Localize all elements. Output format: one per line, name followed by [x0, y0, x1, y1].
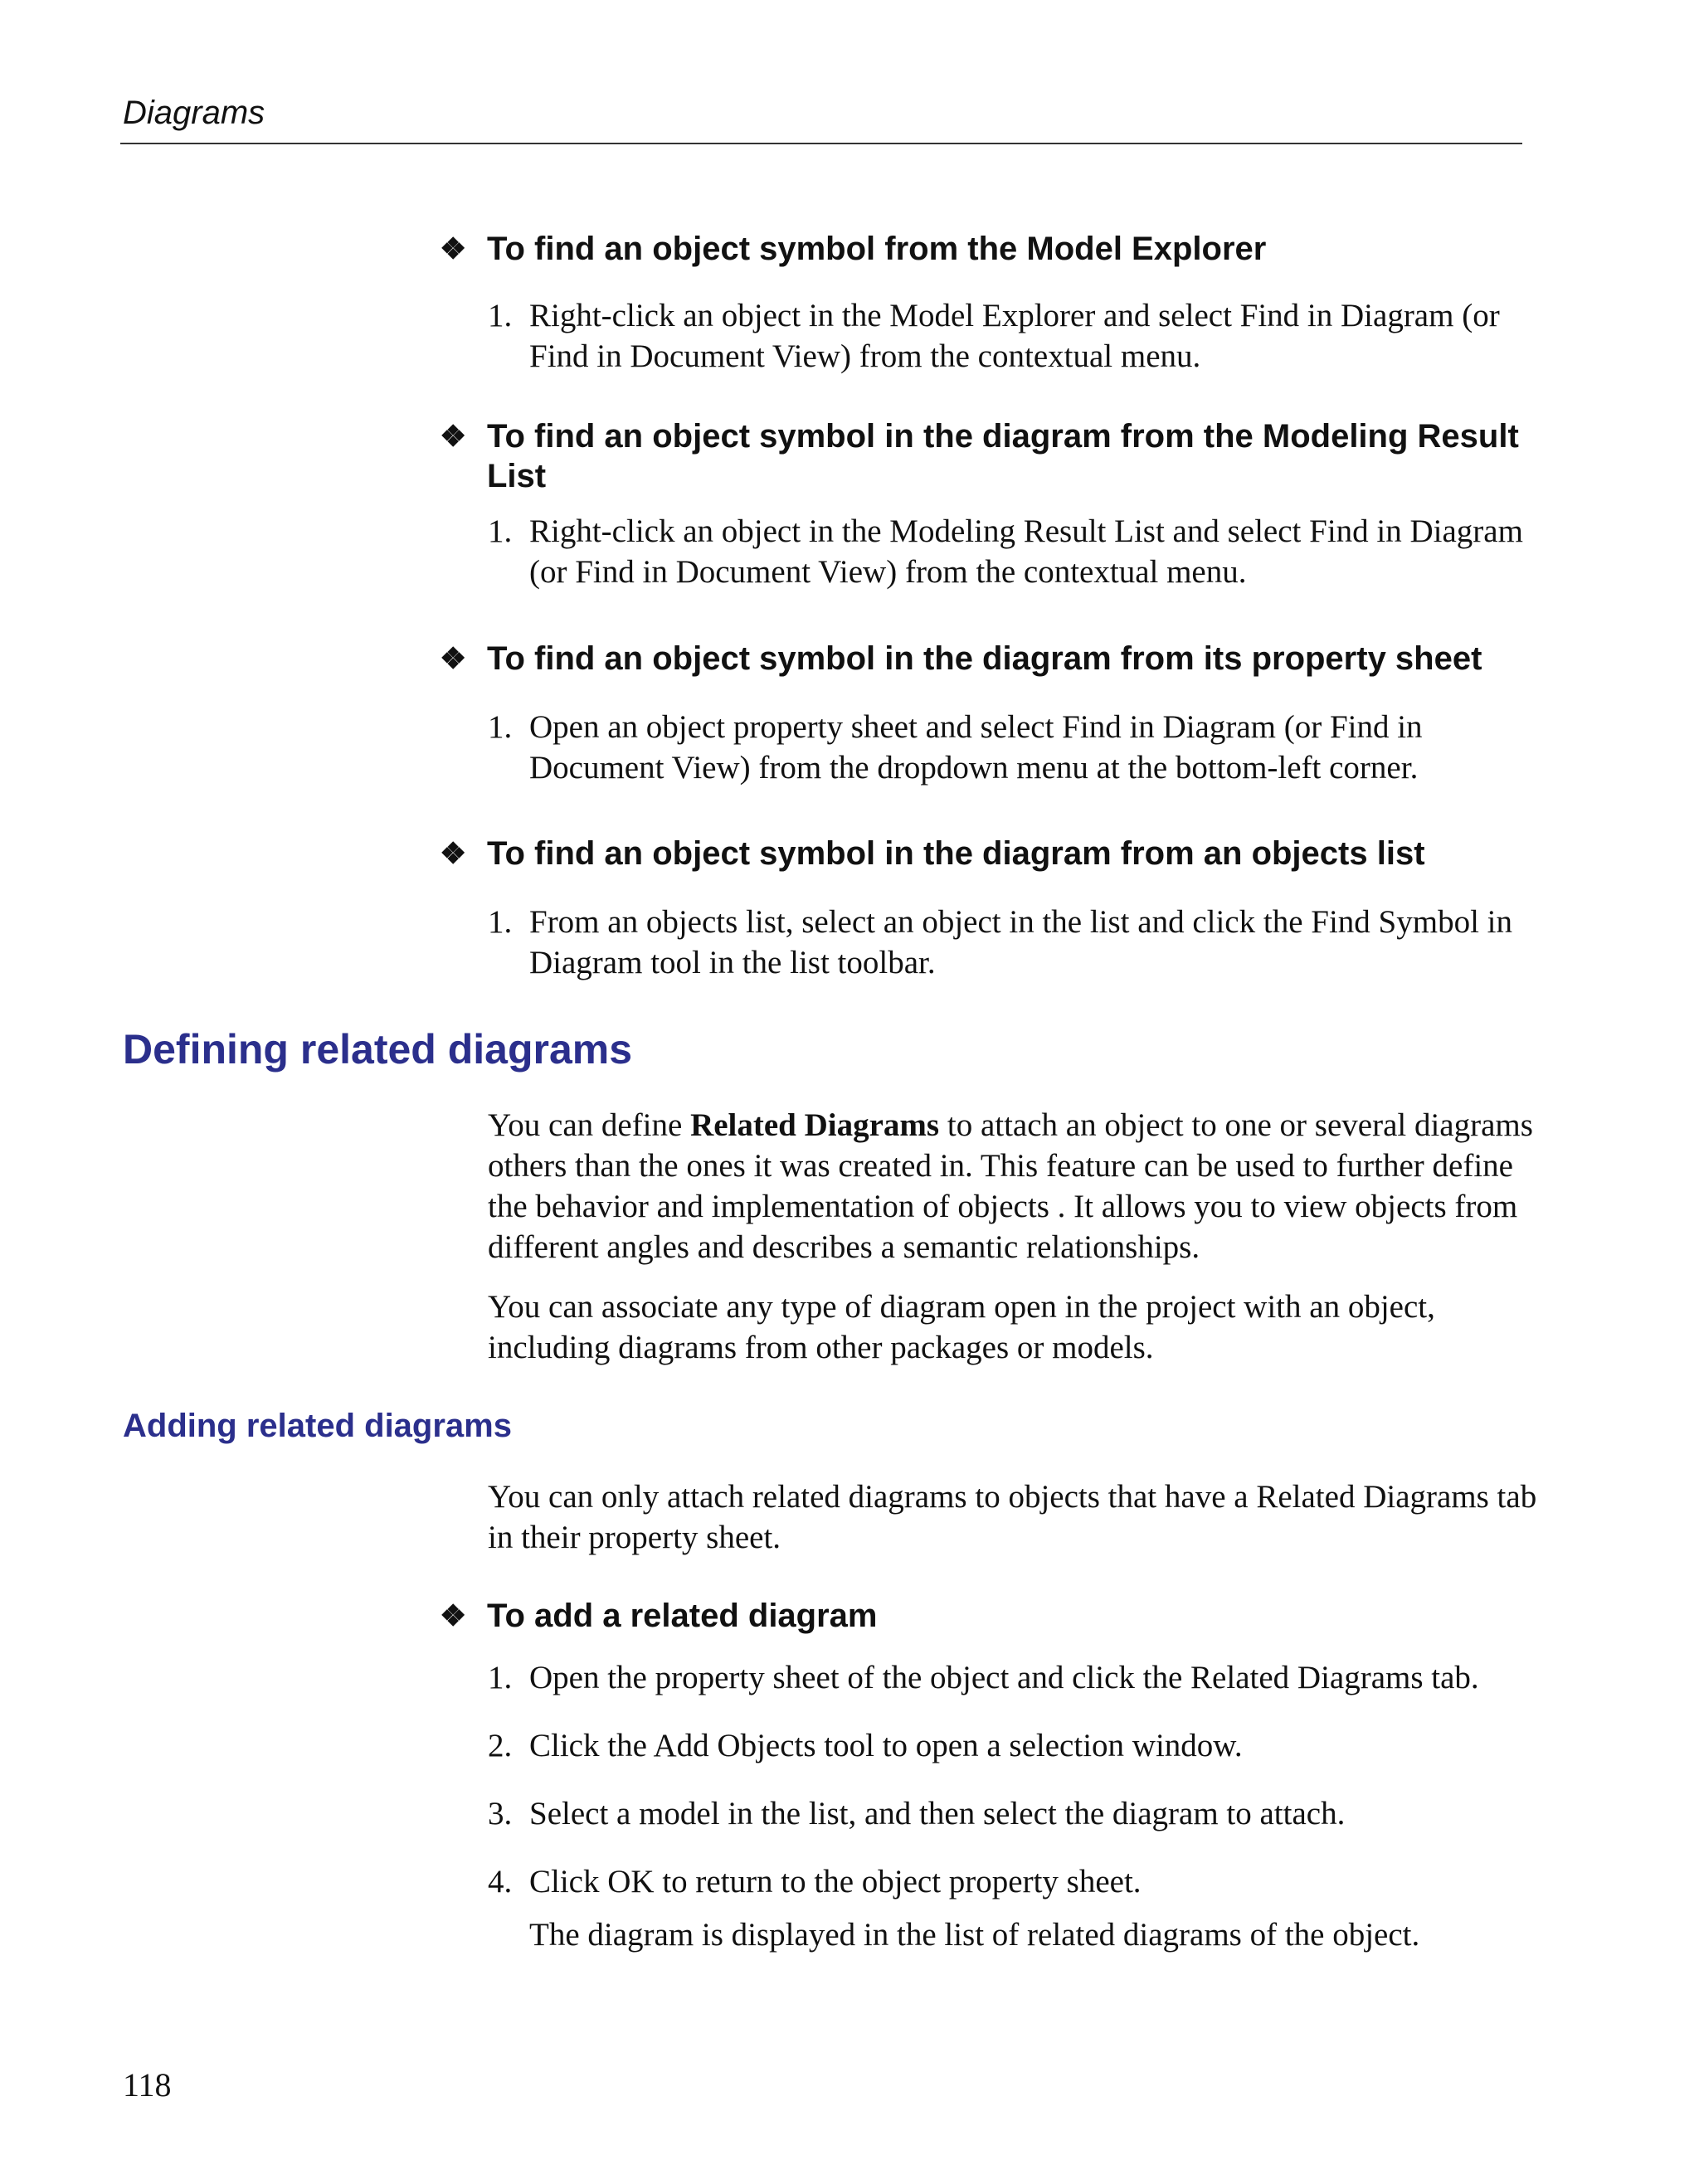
step-number: 1. — [488, 904, 513, 940]
procedure-step — [488, 707, 1541, 788]
procedure-heading — [440, 834, 1535, 873]
procedure-step — [488, 1793, 1541, 1834]
diamond-bullet-icon: ❖ — [440, 836, 467, 870]
diamond-bullet-icon: ❖ — [440, 419, 467, 453]
step-number: 1. — [488, 513, 513, 549]
diamond-bullet-icon: ❖ — [440, 641, 467, 675]
procedure-step — [488, 902, 1541, 983]
step-result — [488, 1914, 1541, 1955]
step-number: 2. — [488, 1728, 513, 1763]
procedure-heading — [440, 416, 1535, 496]
bold-term: Related Diagrams — [690, 1107, 940, 1143]
header-rule — [120, 143, 1522, 144]
procedure-heading — [440, 639, 1535, 679]
step-number: 1. — [488, 1660, 513, 1695]
procedure-heading — [440, 1596, 1535, 1636]
procedure-heading-text: To find an object symbol in the diagram from an objects list — [487, 835, 1425, 872]
subsection-title: Adding related diagrams — [123, 1408, 512, 1444]
diamond-bullet-icon: ❖ — [440, 1598, 467, 1632]
step-text: Click the Add Objects tool to open a selection window. — [529, 1728, 1243, 1763]
subsection-paragraph: You can only attach related diagrams to objects that have a Related Diagrams tab in their property sheet. — [488, 1479, 1537, 1555]
procedure-step — [488, 295, 1541, 377]
procedure-heading-text: To find an object symbol from the Model Explorer — [487, 231, 1267, 267]
page-number: 118 — [123, 2066, 172, 2104]
step-number: 1. — [488, 709, 513, 745]
step-number: 3. — [488, 1796, 513, 1831]
step-text: Right-click an object in the Model Explorer and select Find in Diagram (or Find in Document View) from the contextual menu. — [529, 298, 1500, 374]
procedure-step — [488, 1657, 1541, 1698]
step-text: Select a model in the list, and then select the diagram to attach. — [529, 1796, 1346, 1831]
running-header: Diagrams — [123, 95, 265, 131]
section-title: Defining related diagrams — [123, 1026, 633, 1073]
step-number: 1. — [488, 298, 513, 333]
step-number: 4. — [488, 1864, 513, 1899]
procedure-heading — [440, 229, 1535, 269]
step-text: Click OK to return to the object property sheet. — [529, 1864, 1142, 1899]
procedure-step — [488, 1861, 1541, 1902]
diamond-bullet-icon: ❖ — [440, 231, 467, 265]
step-text: Right-click an object in the Modeling Result List and select Find in Diagram (or Find in Document View) from the contextual menu. — [529, 513, 1523, 590]
procedure-heading-text: To find an object symbol in the diagram from the Modeling Result List — [487, 418, 1519, 494]
paragraph-text: to attach an object to one or several diagrams others than the ones it was created in. This feature can be used to further define the behavior and implementation of objects . It allows you to view objects from different angles and describes a semantic relationships. — [488, 1107, 1533, 1265]
section-paragraph — [488, 1105, 1541, 1267]
step-text: From an objects list, select an object in the list and click the Find Symbol in Diagram tool in the list toolbar. — [529, 904, 1512, 980]
step-text: Open an object property sheet and select Find in Diagram (or Find in Document View) from the dropdown menu at the bottom-left corner. — [529, 709, 1423, 786]
procedure-step — [488, 1725, 1541, 1766]
step-text: Open the property sheet of the object and click the Related Diagrams tab. — [529, 1660, 1479, 1695]
paragraph-text: You can define — [488, 1107, 691, 1143]
procedure-heading-text: To add a related diagram — [487, 1598, 878, 1634]
step-result-text: The diagram is displayed in the list of related diagrams of the object. — [529, 1917, 1420, 1953]
section-paragraph: You can associate any type of diagram open in the project with an object, including diagrams from other packages or models. — [488, 1289, 1435, 1365]
procedure-heading-text: To find an object symbol in the diagram from its property sheet — [487, 640, 1482, 677]
procedure-step — [488, 511, 1541, 592]
